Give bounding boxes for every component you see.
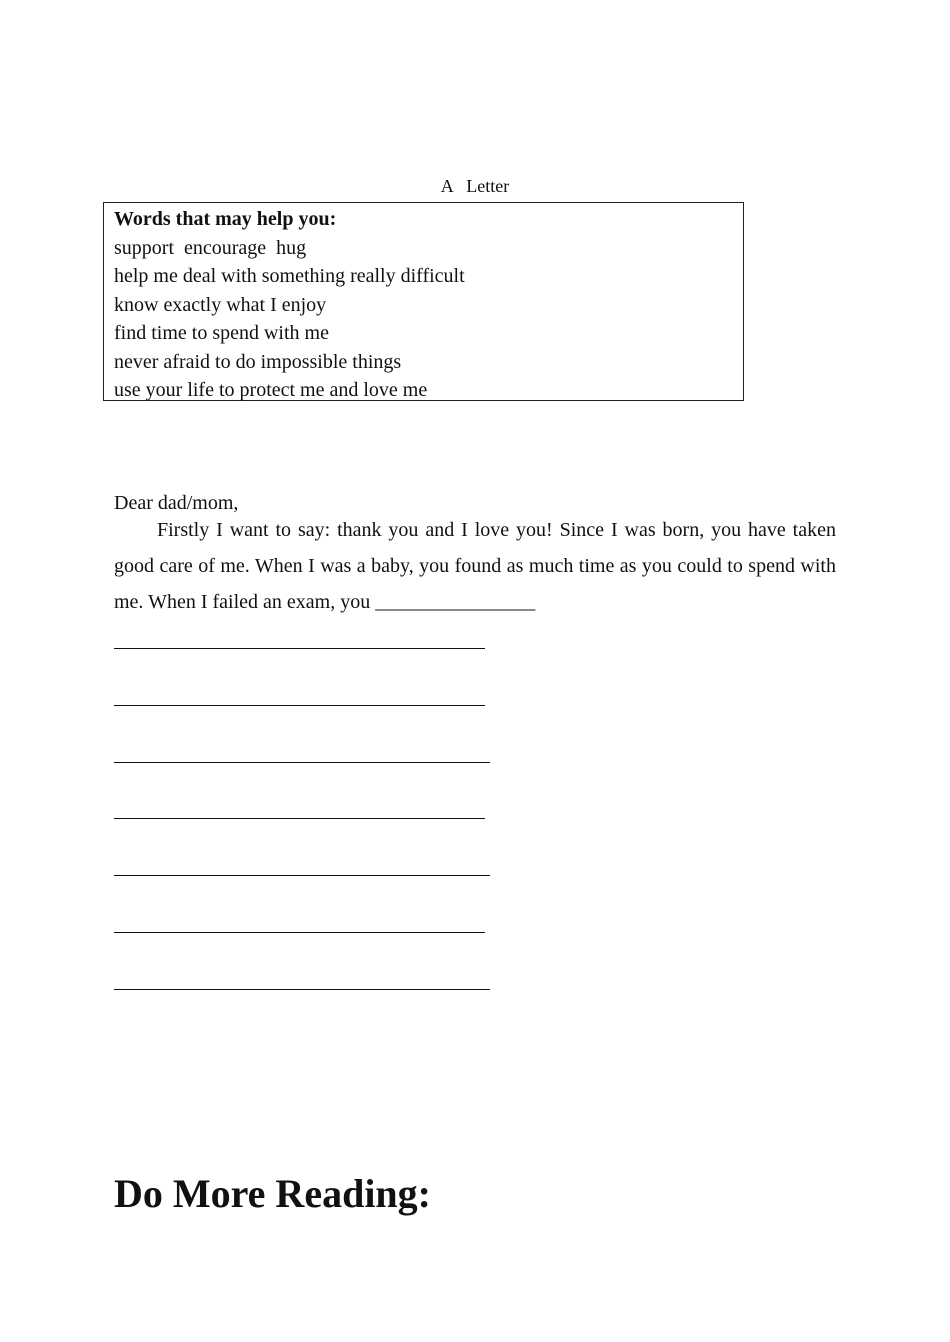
writing-line <box>114 932 485 933</box>
word-bank-line: never afraid to do impossible things <box>114 350 402 373</box>
word-bank-line: know exactly what I enjoy <box>114 293 327 316</box>
word-bank-line: support encourage hug <box>114 236 307 259</box>
letter-greeting: Dear dad/mom, <box>114 492 239 514</box>
word-bank-line: use your life to protect me and love me <box>114 379 428 401</box>
word-bank-heading: Words that may help you: <box>114 208 337 230</box>
document-title: A Letter <box>440 176 510 196</box>
writing-line <box>114 989 490 990</box>
writing-line <box>114 875 490 876</box>
word-bank-line: help me deal with something really difficult <box>114 265 465 287</box>
word-bank-box <box>103 202 744 401</box>
writing-line <box>114 818 485 819</box>
word-bank-line: find time to spend with me <box>114 322 329 344</box>
writing-line <box>114 648 485 649</box>
section-heading: Do More Reading: <box>114 1171 431 1216</box>
writing-line <box>114 762 490 763</box>
writing-line <box>114 705 485 706</box>
letter-body-paragraph: Firstly I want to say: thank you and I love you! Since I was born, you have taken good care of me. When I was a baby, you found as much time as you could to spend with me. When I failed an exam, you ________________ <box>114 519 836 613</box>
